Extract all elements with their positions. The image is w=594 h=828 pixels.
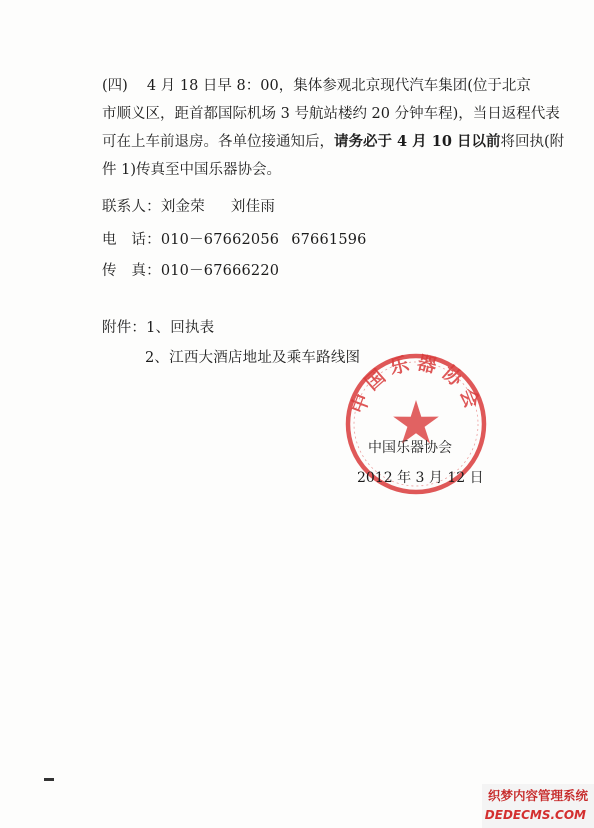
notice-paragraph bbox=[102, 72, 565, 184]
attachment-item-2: 2、江西大酒店地址及乘车路线图 bbox=[145, 350, 361, 366]
signature-date: 2012 年 3 月 12 日 bbox=[357, 470, 484, 486]
phone-number-1: 010－67662056 bbox=[160, 232, 280, 248]
attachment-item-1: 1、回执表 bbox=[146, 320, 215, 336]
watermark-text-top: 织梦内容管理系统 bbox=[487, 788, 588, 803]
scan-mark bbox=[44, 778, 54, 781]
seal-text: 中国乐器协会 bbox=[347, 351, 485, 417]
contact-name-1: 刘金荣 bbox=[160, 199, 205, 215]
paragraph-line-4: 件 1)传真至中国乐器协会。 bbox=[102, 162, 281, 178]
phone-label: 电 话： bbox=[102, 232, 161, 248]
deadline-emphasis: 请务必于 4 月 10 日以前 bbox=[334, 133, 501, 150]
fax-line bbox=[102, 261, 279, 281]
paragraph-line-3-start: 可在上车前退房。各单位接通知后， bbox=[102, 134, 334, 150]
watermark-text-bottom: DEDECMS.COM bbox=[484, 808, 586, 822]
contact-people bbox=[102, 197, 275, 217]
fax-label: 传 真： bbox=[102, 263, 161, 279]
phone-number-2: 67661596 bbox=[291, 232, 367, 248]
contact-name-2: 刘佳雨 bbox=[230, 199, 276, 215]
paragraph-line-2: 市顺义区，距首都国际机场 3 号航站楼约 20 分钟车程)，当日返程代表 bbox=[102, 106, 560, 122]
attachments-label: 附件： bbox=[102, 320, 147, 336]
fax-number: 010－67666220 bbox=[160, 263, 280, 279]
paragraph-line-3-end: 将回执(附 bbox=[500, 134, 565, 150]
paragraph-line-3 bbox=[102, 128, 565, 156]
phone-line bbox=[102, 230, 367, 250]
signature-organization: 中国乐器协会 bbox=[368, 440, 452, 456]
contact-label: 联系人： bbox=[102, 199, 161, 215]
attachments-line bbox=[102, 318, 214, 338]
paragraph-line-1: (四) 4 月 18 日早 8：00，集体参观北京现代汽车集团(位于北京 bbox=[102, 78, 531, 94]
